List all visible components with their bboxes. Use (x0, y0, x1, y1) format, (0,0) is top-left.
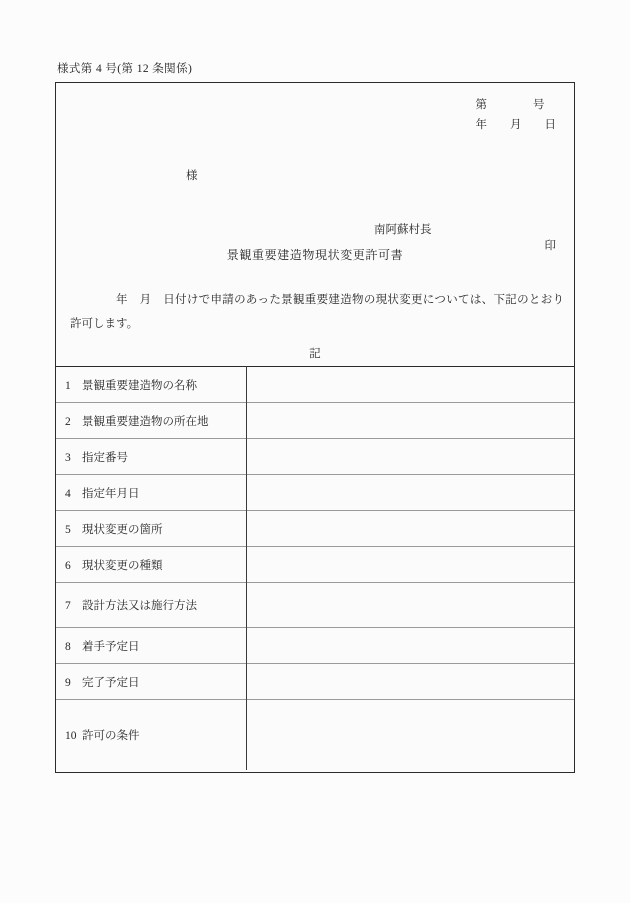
item-label-cell (56, 628, 246, 664)
item-value-field[interactable] (246, 547, 574, 583)
item-index: 7 (65, 600, 71, 612)
document-date-line: 年 月 日 (475, 119, 556, 131)
addressee-line: 様 (186, 170, 198, 182)
document-header-area (56, 83, 574, 366)
item-label: 現状変更の種類 (82, 559, 163, 572)
table-row (56, 403, 574, 439)
table-row (56, 583, 574, 628)
item-index: 10 (65, 730, 77, 742)
item-label-cell (56, 511, 246, 547)
table-row (56, 628, 574, 664)
item-value-field[interactable] (246, 475, 574, 511)
table-row (56, 439, 574, 475)
item-value-field[interactable] (246, 583, 574, 628)
item-index: 6 (65, 559, 71, 572)
table-row (56, 664, 574, 700)
item-index: 1 (65, 379, 71, 392)
item-label: 指定年月日 (82, 487, 140, 500)
item-label-cell (56, 475, 246, 511)
item-label: 景観重要建造物の名称 (82, 379, 197, 392)
item-index: 2 (65, 415, 71, 428)
item-index: 4 (65, 487, 71, 500)
item-label-cell (56, 700, 246, 771)
body-paragraph: 年 月 日付けで申請のあった景観重要建造物の現状変更については、下記のとおり許可します。 (70, 294, 564, 330)
form-number-label: 様式第 4 号(第 12 条関係) (57, 63, 193, 75)
item-index: 3 (65, 451, 71, 464)
item-label: 指定番号 (82, 451, 128, 464)
items-table-body (56, 367, 574, 771)
item-index: 5 (65, 523, 71, 536)
item-index: 8 (65, 640, 71, 653)
table-row (56, 547, 574, 583)
item-label: 設計方法又は施行方法 (82, 600, 197, 612)
item-value-field[interactable] (246, 628, 574, 664)
item-value-field[interactable] (246, 664, 574, 700)
item-label-cell (56, 367, 246, 403)
table-row (56, 511, 574, 547)
item-label: 着手予定日 (82, 640, 140, 653)
item-label: 景観重要建造物の所在地 (82, 415, 209, 428)
item-value-field[interactable] (246, 403, 574, 439)
document-number-line: 第 号 (475, 99, 545, 111)
table-row (56, 475, 574, 511)
document-number-block (476, 95, 557, 135)
ki-marker: 記 (309, 348, 321, 360)
item-value-field[interactable] (246, 511, 574, 547)
document-title: 景観重要建造物現状変更許可書 (226, 248, 404, 262)
item-label: 完了予定日 (82, 676, 140, 689)
item-label-cell (56, 664, 246, 700)
item-label-cell (56, 583, 246, 628)
item-label: 現状変更の箇所 (82, 523, 163, 536)
item-label-cell (56, 403, 246, 439)
item-index: 9 (65, 676, 71, 689)
issuer-title: 南阿蘇村長 (374, 224, 432, 236)
item-value-field[interactable] (246, 367, 574, 403)
item-value-field[interactable] (246, 439, 574, 475)
item-label: 許可の条件 (82, 730, 140, 742)
items-table (56, 366, 574, 770)
item-label-cell (56, 439, 246, 475)
item-label-cell (56, 547, 246, 583)
seal-mark: 印 (544, 240, 556, 252)
table-row (56, 367, 574, 403)
document-frame (55, 82, 575, 773)
table-row (56, 700, 574, 771)
item-value-field[interactable] (246, 700, 574, 771)
